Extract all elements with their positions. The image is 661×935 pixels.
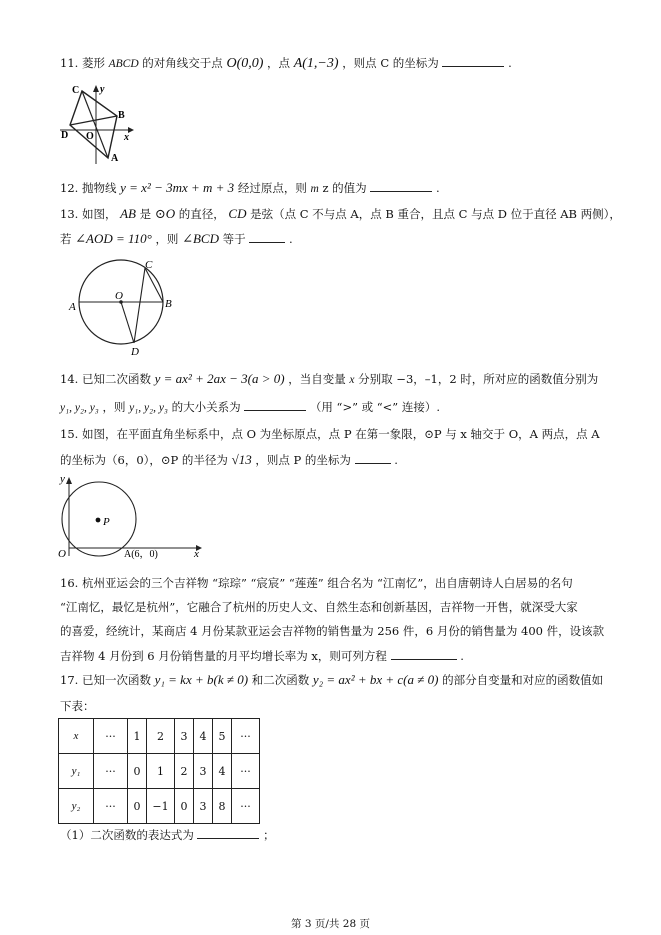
- q13-line2-a: 若: [60, 232, 72, 246]
- fig15-label-o: O: [58, 548, 66, 560]
- q13-text-2: 的直径，: [178, 207, 225, 221]
- q14-ys-2: y₁, y₂, y₃: [129, 402, 168, 414]
- q17-answer-blank: [197, 826, 259, 839]
- fig15-label-y: y: [60, 473, 65, 485]
- table-cell: 3: [194, 789, 213, 824]
- fig11-label-y: y: [100, 84, 105, 95]
- question-17-line-1: [60, 672, 603, 688]
- q17-sub1-a: （1）二次函数的表达式为: [60, 828, 194, 842]
- question-12: [60, 179, 440, 196]
- fig11-label-d: D: [61, 130, 69, 141]
- question-16-line-2: “江南忆，最忆是杭州”，它融合了杭州的历史人文、自然生态和创新基因，吉祥物一开售，就深受大家: [60, 600, 578, 614]
- q16-answer-blank: [391, 647, 457, 660]
- q13-angle-bcd: ∠BCD: [182, 231, 219, 246]
- q14-text-3: ，则: [102, 400, 126, 414]
- table-cell: 0: [128, 754, 147, 789]
- question-16-line-1: 16. 杭州亚运会的三个吉祥物 “琮琮” “宸宸” “莲莲” 组合名为 “江南忆”，出自唐朝诗人白居易的名句: [60, 576, 573, 590]
- q17-text-2: 的部分自变量和对应的函数值如: [442, 673, 604, 687]
- table-cell: 2: [175, 754, 194, 789]
- q17-sub1-b: ；: [263, 828, 275, 842]
- fig15-label-x: x: [194, 548, 199, 560]
- q13-line2-c: 等于: [222, 232, 246, 246]
- fig11-label-x: x: [124, 132, 129, 143]
- q13-text-1: 是: [139, 207, 152, 221]
- table-cell: 8: [213, 789, 232, 824]
- question-11: [60, 54, 512, 72]
- question-15-line-1: 15. 如图，在平面直角坐标系中，点 O 为坐标原点，点 P 在第一象限，⊙P 与 x 轴交于 O，A 两点，点 A: [60, 427, 600, 441]
- fig11-label-b: B: [118, 110, 125, 121]
- q14-label: 14. 已知二次函数: [60, 372, 151, 386]
- q15-line2-c: .: [394, 453, 398, 467]
- question-16-line-3: 的喜爱，经统计，某商店 4 月份某款亚运会吉祥物的销售量为 256 件，6 月份的销售量为 400 件，设该款: [60, 624, 605, 638]
- q13-angle-aod: ∠AOD = 110°: [75, 231, 152, 246]
- figure-13-circle: [66, 258, 182, 358]
- q13-answer-blank: [249, 230, 285, 243]
- table-cell: 2: [147, 719, 175, 754]
- question-17-line-2: 下表：: [60, 699, 95, 713]
- q14-ys: y₁, y₂, y₃: [60, 402, 99, 414]
- table-cell: −1: [147, 789, 175, 824]
- table-cell: ···: [94, 754, 128, 789]
- q12-text-2: z 的值为: [322, 181, 367, 195]
- question-14-line-1: [60, 371, 598, 387]
- q15-line2-a: 的坐标为（6，0），⊙P 的半径为: [60, 453, 228, 467]
- q14-x: x: [349, 374, 355, 386]
- fig13-label-b: B: [165, 298, 172, 310]
- q17-linear-expr: y₁ = kx + b(k ≠ 0): [154, 672, 249, 687]
- table-cell: 1: [128, 719, 147, 754]
- table-cell: 4: [194, 719, 213, 754]
- q14-text-4: 的大小关系为: [171, 400, 241, 414]
- q11-label: 11. 菱形: [60, 56, 105, 70]
- table-cell: ···: [232, 754, 260, 789]
- q14-expression: y = ax² + 2ax − 3(a > 0): [154, 371, 285, 386]
- table-cell: 0: [128, 789, 147, 824]
- q11-point-a: A(1,−3): [293, 56, 339, 71]
- q11-text-2: ，点: [267, 56, 291, 70]
- q11-abcd: ABCD: [108, 58, 139, 70]
- q14-text-1: ，当自变量: [288, 372, 346, 386]
- question-13-line-1: [60, 206, 621, 222]
- table-cell: 3: [175, 719, 194, 754]
- table-cell: ···: [232, 719, 260, 754]
- q12-label: 12. 抛物线: [60, 181, 117, 195]
- table-cell: ···: [94, 789, 128, 824]
- q12-answer-blank: [370, 179, 432, 192]
- table-cell: ···: [94, 719, 128, 754]
- figure-11-rhombus: [58, 80, 140, 166]
- table-cell: y₂: [59, 789, 94, 824]
- fig11-label-a: A: [111, 153, 119, 164]
- q17-label: 17. 已知一次函数: [60, 673, 151, 687]
- q17-quadratic-expr: y₂ = ax² + bx + c(a ≠ 0): [312, 672, 439, 687]
- q16-line4-a: 吉祥物 4 月份到 6 月份销售量的月平均增长率为 x，则可列方程: [60, 649, 387, 663]
- table-cell: 3: [194, 754, 213, 789]
- q16-line4-b: .: [460, 649, 464, 663]
- value-table: [58, 718, 260, 824]
- q12-m: m: [310, 183, 319, 195]
- question-15-line-2: [60, 451, 398, 468]
- q11-answer-blank: [442, 54, 504, 67]
- q13-text-3: 是弦（点 C 不与点 A，点 B 重合，且点 C 与点 D 位于直径 AB 两侧），: [250, 207, 621, 221]
- table-cell: 5: [213, 719, 232, 754]
- question-17-part-1: [60, 826, 275, 843]
- q11-text-3: ，则点 C 的坐标为: [342, 56, 439, 70]
- fig13-label-c: C: [145, 259, 153, 271]
- fig15-label-a: A(6，0): [124, 549, 158, 560]
- table-row: [59, 754, 260, 789]
- q13-label: 13. 如图，: [60, 207, 117, 221]
- q14-text-5: （用 “>” 或 “<” 连接）.: [309, 400, 440, 414]
- figure-15-circle-axes: [56, 470, 206, 560]
- q11-text-1: 的对角线交于点: [142, 56, 223, 70]
- question-13-line-2: [60, 230, 293, 247]
- q12-expression: y = x² − 3mx + m + 3: [120, 180, 235, 195]
- question-16-line-4: [60, 647, 464, 664]
- page-footer: 第 3 页/共 28 页: [291, 918, 370, 930]
- q15-answer-blank: [355, 451, 391, 464]
- fig11-label-o: O: [86, 131, 94, 142]
- q15-line2-b: ，则点 P 的坐标为: [255, 453, 351, 467]
- fig11-label-c: C: [72, 85, 80, 96]
- fig13-label-d: D: [131, 346, 139, 358]
- q13-circle-o: ⊙O: [154, 206, 176, 221]
- q15-radical: √13: [231, 452, 252, 467]
- question-14-line-2: [60, 398, 440, 415]
- q14-text-2: 分别取 −3，–1，2 时，所对应的函数值分别为: [358, 372, 599, 386]
- table-cell: 1: [147, 754, 175, 789]
- fig13-label-o: O: [115, 290, 123, 302]
- q11-point-o: O(0,0): [226, 56, 264, 71]
- q13-line2-b: ，则: [155, 232, 179, 246]
- table-cell: ···: [232, 789, 260, 824]
- table-cell: 4: [213, 754, 232, 789]
- q13-cd: CD: [228, 206, 247, 221]
- q13-line2-d: .: [288, 232, 293, 246]
- table-cell: 0: [175, 789, 194, 824]
- q12-text-3: .: [436, 181, 440, 195]
- q11-text-4: .: [508, 56, 512, 70]
- q12-text-1: 经过原点，则: [237, 181, 307, 195]
- table-row: [59, 789, 260, 824]
- table-cell: x: [59, 719, 94, 754]
- fig15-label-p: P: [103, 516, 110, 528]
- fig13-label-a: A: [69, 301, 76, 313]
- q14-answer-blank: [244, 398, 306, 411]
- q13-ab: AB: [120, 206, 136, 221]
- table-row: [59, 719, 260, 754]
- table-cell: y₁: [59, 754, 94, 789]
- q17-text-1: 和二次函数: [251, 673, 310, 687]
